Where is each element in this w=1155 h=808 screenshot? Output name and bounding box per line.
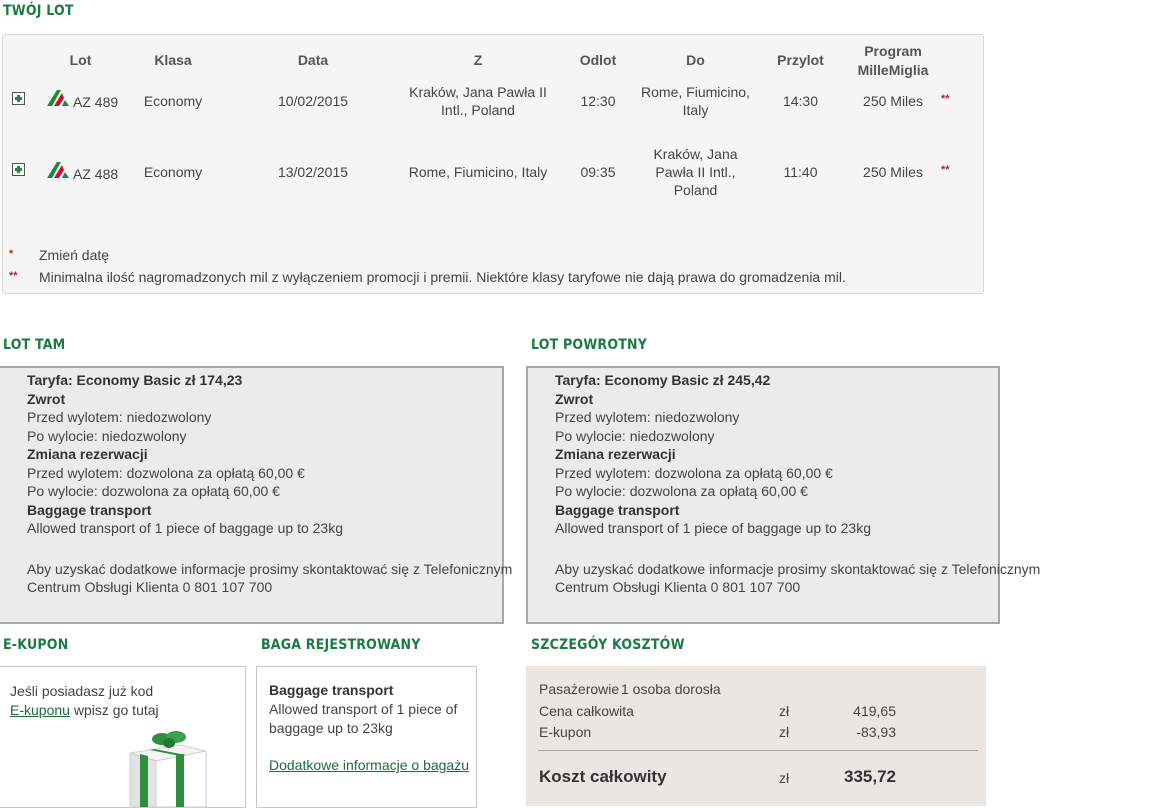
section-title-baggage: BAGA REJESTROWANY bbox=[261, 637, 421, 653]
outbound-fare-details bbox=[27, 371, 547, 597]
info-line-1: Aby uzyskać dodatkowe informacje prosimy skontaktować się z Telefonicznym bbox=[27, 560, 513, 577]
header-przylot: Przylot bbox=[777, 52, 824, 68]
baggage-text: Allowed transport of 1 piece of baggage up to 23kg bbox=[555, 520, 871, 536]
return-fare-box bbox=[526, 366, 1041, 624]
fare-title: Taryfa: Economy Basic zł 174,23 bbox=[27, 372, 243, 388]
section-title-outbound: LOT TAM bbox=[3, 337, 66, 353]
expand-row-plus-icon[interactable] bbox=[12, 92, 25, 105]
passengers-label: Pasażerowie bbox=[539, 681, 620, 697]
cell-departure: 09:35 bbox=[580, 164, 616, 180]
change-before: Przed wylotem: dozwolona za opłatą 60,00 € bbox=[555, 464, 833, 481]
cell-from-line1: Kraków, Jana Pawła II bbox=[409, 84, 547, 100]
info-line-1: Aby uzyskać dodatkowe informacje prosimy skontaktować się z Telefonicznym bbox=[555, 560, 1041, 577]
ecoupon-cost-amount: -83,93 bbox=[856, 724, 896, 740]
section-title-ecoupon: E-KUPON bbox=[3, 637, 69, 653]
cell-to bbox=[643, 145, 748, 199]
total-price-amount: 419,65 bbox=[853, 703, 896, 719]
miles-footnote-mark[interactable]: ** bbox=[941, 164, 950, 176]
ecoupon-panel bbox=[0, 666, 246, 808]
baggage-text-1: Allowed transport of 1 piece of bbox=[269, 701, 458, 717]
grand-total-amount: 335,72 bbox=[844, 767, 896, 786]
refund-after: Po wylocie: niedozwolony bbox=[555, 427, 715, 444]
cell-date: 10/02/2015 bbox=[277, 93, 349, 109]
note-mark: ** bbox=[9, 270, 18, 282]
gift-box-icon[interactable] bbox=[124, 725, 210, 807]
grand-total-currency: zł bbox=[779, 770, 790, 786]
cell-from-line2: Intl., Poland bbox=[441, 102, 515, 118]
total-price-currency: zł bbox=[779, 703, 790, 719]
ecoupon-link[interactable]: E-kuponu bbox=[10, 702, 70, 718]
return-fare-details bbox=[555, 371, 1155, 597]
miles-note: Minimalna ilość nagromadzonych mil z wyłączeniem promocji i premii. Niektóre klasy taryfowe nie dają prawa do gromadzenia mil. bbox=[39, 269, 846, 285]
cell-arrival: 14:30 bbox=[782, 93, 819, 109]
change-title: Zmiana rezerwacji bbox=[555, 446, 676, 462]
refund-before: Przed wylotem: niedozwolony bbox=[27, 409, 212, 425]
header-odlot: Odlot bbox=[579, 52, 617, 68]
baggage-text-2: baggage up to 23kg bbox=[269, 720, 393, 736]
cell-from bbox=[398, 83, 558, 119]
header-program: Program bbox=[864, 43, 922, 59]
baggage-title: Baggage transport bbox=[269, 682, 394, 698]
cell-class: Economy bbox=[143, 93, 203, 109]
ecoupon-line2-rest: wpisz go tutaj bbox=[69, 702, 159, 718]
cell-class: Economy bbox=[143, 164, 203, 180]
alitalia-logo-icon bbox=[45, 90, 71, 106]
cell-date: 13/02/2015 bbox=[277, 164, 349, 180]
info-line-2: Centrum Obsługi Klienta 0 801 107 700 bbox=[27, 579, 273, 595]
fare-title: Taryfa: Economy Basic zł 245,42 bbox=[555, 372, 771, 388]
cell-to-line1: Rome, Fiumicino, bbox=[641, 84, 750, 100]
change-date-note[interactable]: Zmień datę bbox=[39, 247, 110, 263]
outbound-fare-box bbox=[0, 366, 513, 624]
passengers-value: 1 osoba dorosła bbox=[621, 681, 721, 697]
flight-number: AZ 488 bbox=[73, 166, 119, 182]
cell-miles: 250 Miles bbox=[863, 93, 923, 109]
baggage-text: Allowed transport of 1 piece of baggage up to 23kg bbox=[27, 520, 343, 536]
change-title: Zmiana rezerwacji bbox=[27, 446, 148, 462]
cell-to-line1: Kraków, Jana bbox=[653, 146, 738, 162]
cell-departure: 12:30 bbox=[580, 93, 616, 109]
refund-after: Po wylocie: niedozwolony bbox=[27, 427, 187, 444]
cell-to-line3: Poland bbox=[673, 182, 718, 198]
cost-details-panel bbox=[526, 666, 986, 806]
section-title-costs: SZCZEGÓY KOSZTÓW bbox=[531, 637, 685, 653]
section-title-return: LOT POWROTNY bbox=[531, 337, 648, 353]
ecoupon-line2 bbox=[10, 701, 159, 720]
ecoupon-line1: Jeśli posiadasz już kod bbox=[10, 683, 154, 699]
change-before: Przed wylotem: dozwolona za opłatą 60,00 € bbox=[27, 464, 305, 481]
cost-divider bbox=[538, 750, 978, 751]
refund-title: Zwrot bbox=[27, 390, 66, 407]
ecoupon-cost-label: E-kupon bbox=[539, 724, 592, 740]
baggage-panel bbox=[256, 666, 477, 808]
miles-footnote-mark[interactable]: ** bbox=[941, 93, 950, 105]
cell-from: Rome, Fiumicino, Italy bbox=[408, 164, 548, 180]
cell-to-line2: Italy bbox=[682, 102, 709, 118]
header-klasa: Klasa bbox=[154, 52, 192, 68]
total-price-label: Cena całkowita bbox=[539, 703, 634, 719]
ecoupon-cost-currency: zł bbox=[779, 724, 790, 740]
info-line-2: Centrum Obsługi Klienta 0 801 107 700 bbox=[555, 579, 801, 595]
header-millemiglia: MilleMiglia bbox=[857, 62, 929, 78]
change-after: Po wylocie: dozwolona za opłatą 60,00 € bbox=[27, 483, 280, 499]
alitalia-logo-icon bbox=[45, 162, 71, 178]
cell-to-line2: Pawła II Intl., bbox=[655, 164, 736, 180]
baggage-title: Baggage transport bbox=[27, 501, 152, 518]
baggage-info bbox=[269, 681, 479, 775]
header-do: Do bbox=[686, 52, 705, 68]
baggage-title: Baggage transport bbox=[555, 501, 680, 518]
change-after: Po wylocie: dozwolona za opłatą 60,00 € bbox=[555, 483, 808, 499]
expand-row-plus-icon[interactable] bbox=[12, 163, 25, 176]
header-z: Z bbox=[473, 52, 483, 68]
note-mark: * bbox=[9, 248, 14, 260]
refund-title: Zwrot bbox=[555, 390, 594, 407]
flight-details-table bbox=[2, 34, 984, 294]
baggage-more-info-link[interactable]: Dodatkowe informacje o bagażu bbox=[269, 757, 470, 773]
cell-to bbox=[638, 83, 753, 119]
section-title-your-flight: TWÓJ LOT bbox=[3, 3, 74, 19]
grand-total-label: Koszt całkowity bbox=[539, 767, 667, 786]
header-lot: Lot bbox=[69, 52, 92, 68]
cell-miles: 250 Miles bbox=[863, 164, 923, 180]
flight-number: AZ 489 bbox=[73, 94, 119, 110]
refund-before: Przed wylotem: niedozwolony bbox=[555, 409, 740, 425]
header-data: Data bbox=[297, 52, 329, 68]
ecoupon-text bbox=[10, 682, 159, 720]
cell-arrival: 11:40 bbox=[783, 164, 818, 180]
